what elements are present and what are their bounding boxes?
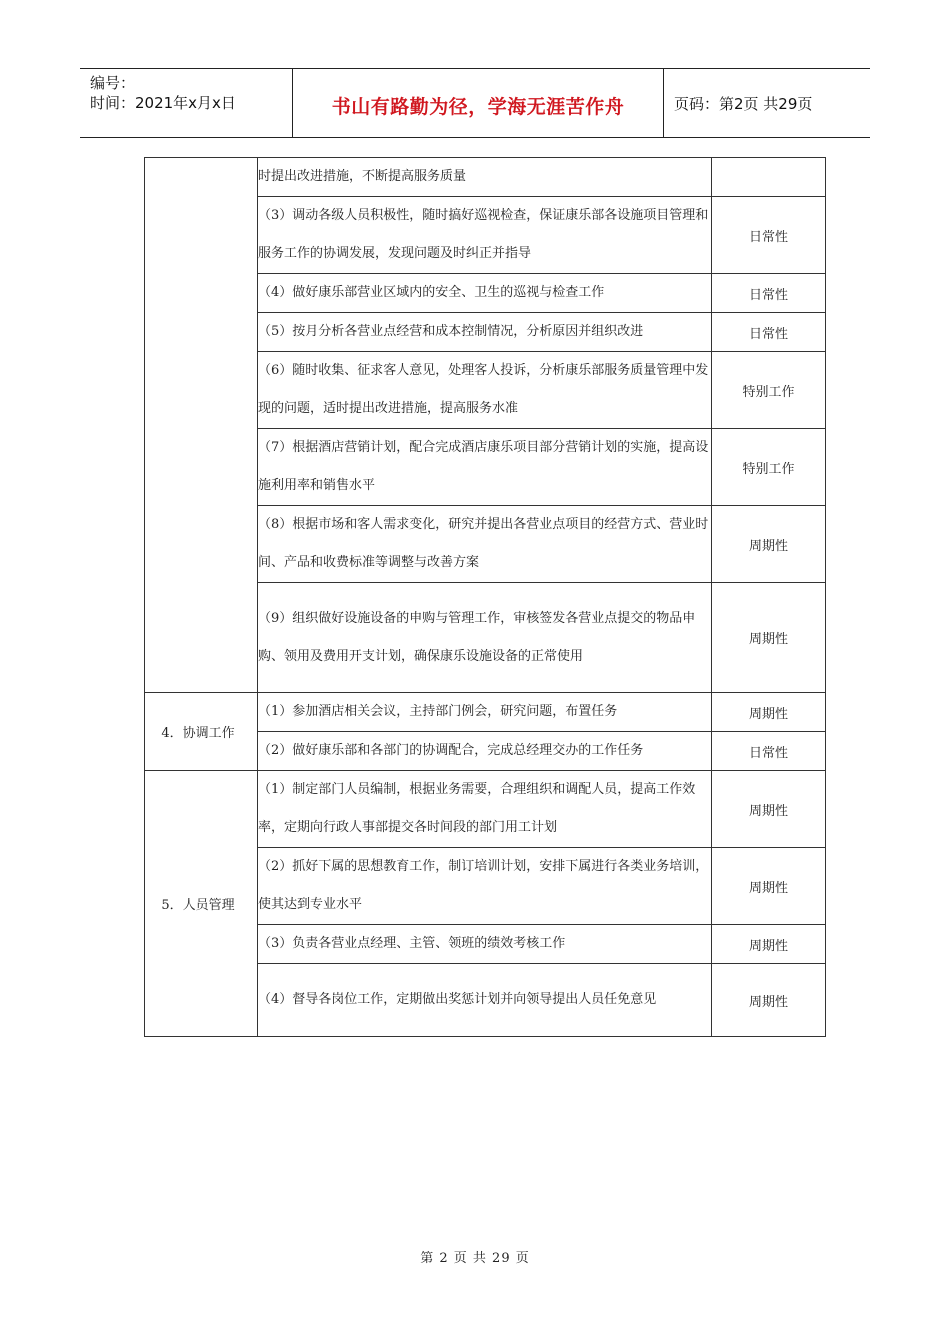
nature-cell xyxy=(712,158,826,197)
nature-cell: 特别工作 xyxy=(712,429,826,506)
nature-cell: 周期性 xyxy=(712,925,826,964)
date-label: 时间：2021年x月x日 xyxy=(90,94,236,112)
task-cell: 时提出改进措施，不断提高服务质量 xyxy=(258,158,712,197)
category-cell xyxy=(145,771,258,1037)
task-cell: （5）按月分析各营业点经营和成本控制情况，分析原因并组织改进 xyxy=(258,313,712,352)
task-cell: （6）随时收集、征求客人意见，处理客人投诉，分析康乐部服务质量管理中发现的问题，适时提出改进措施，提高服务水准 xyxy=(258,352,712,429)
nature-cell: 周期性 xyxy=(712,506,826,583)
task-cell: （1）参加酒店相关会议，主持部门例会，研究问题，布置任务 xyxy=(258,693,712,732)
task-cell: （8）根据市场和客人需求变化，研究并提出各营业点项目的经营方式、营业时间、产品和收费标准等调整与改善方案 xyxy=(258,506,712,583)
task-cell: （9）组织做好设施设备的申购与管理工作，审核签发各营业点提交的物品申购、领用及费用开支计划，确保康乐设施设备的正常使用 xyxy=(258,583,712,693)
page-footer: 第 2 页 共 29 页 xyxy=(420,1251,530,1266)
header-meta xyxy=(80,69,293,137)
category-label: 5．人员管理 xyxy=(161,898,235,913)
nature-cell: 日常性 xyxy=(712,197,826,274)
category-cell-continued xyxy=(145,158,258,693)
nature-cell: 周期性 xyxy=(712,848,826,925)
header-page-label: 页码：第2页 共29页 xyxy=(674,94,813,113)
task-cell: （4）做好康乐部营业区域内的安全、卫生的巡视与检查工作 xyxy=(258,274,712,313)
nature-cell: 周期性 xyxy=(712,771,826,848)
task-cell: （2）做好康乐部和各部门的协调配合，完成总经理交办的工作任务 xyxy=(258,732,712,771)
table-row xyxy=(145,158,826,197)
task-cell: （3）调动各级人员积极性，随时搞好巡视检查，保证康乐部各设施项目管理和服务工作的协调发展，发现问题及时纠正并指导 xyxy=(258,197,712,274)
nature-cell: 特别工作 xyxy=(712,352,826,429)
nature-cell: 日常性 xyxy=(712,274,826,313)
header-motto: 书山有路勤为径，学海无涯苦作舟 xyxy=(293,69,664,137)
task-cell: （7）根据酒店营销计划，配合完成酒店康乐项目部分营销计划的实施，提高设施利用率和销售水平 xyxy=(258,429,712,506)
nature-cell: 日常性 xyxy=(712,313,826,352)
table-row xyxy=(145,693,826,732)
nature-cell: 周期性 xyxy=(712,583,826,693)
nature-cell: 周期性 xyxy=(712,964,826,1037)
category-cell xyxy=(145,693,258,771)
task-cell: （1）制定部门人员编制，根据业务需要，合理组织和调配人员，提高工作效率，定期向行政人事部提交各时间段的部门用工计划 xyxy=(258,771,712,848)
category-label: 4．协调工作 xyxy=(161,726,235,741)
nature-cell: 日常性 xyxy=(712,732,826,771)
task-cell: （3）负责各营业点经理、主管、领班的绩效考核工作 xyxy=(258,925,712,964)
nature-cell: 周期性 xyxy=(712,693,826,732)
task-cell: （4）督导各岗位工作，定期做出奖惩计划并向领导提出人员任免意见 xyxy=(258,964,712,1037)
page-header xyxy=(80,68,870,138)
duties-table xyxy=(144,157,826,1037)
task-cell: （2）抓好下属的思想教育工作，制订培训计划，安排下属进行各类业务培训，使其达到专业水平 xyxy=(258,848,712,925)
table-row xyxy=(145,771,826,848)
code-label: 编号： xyxy=(90,74,136,92)
